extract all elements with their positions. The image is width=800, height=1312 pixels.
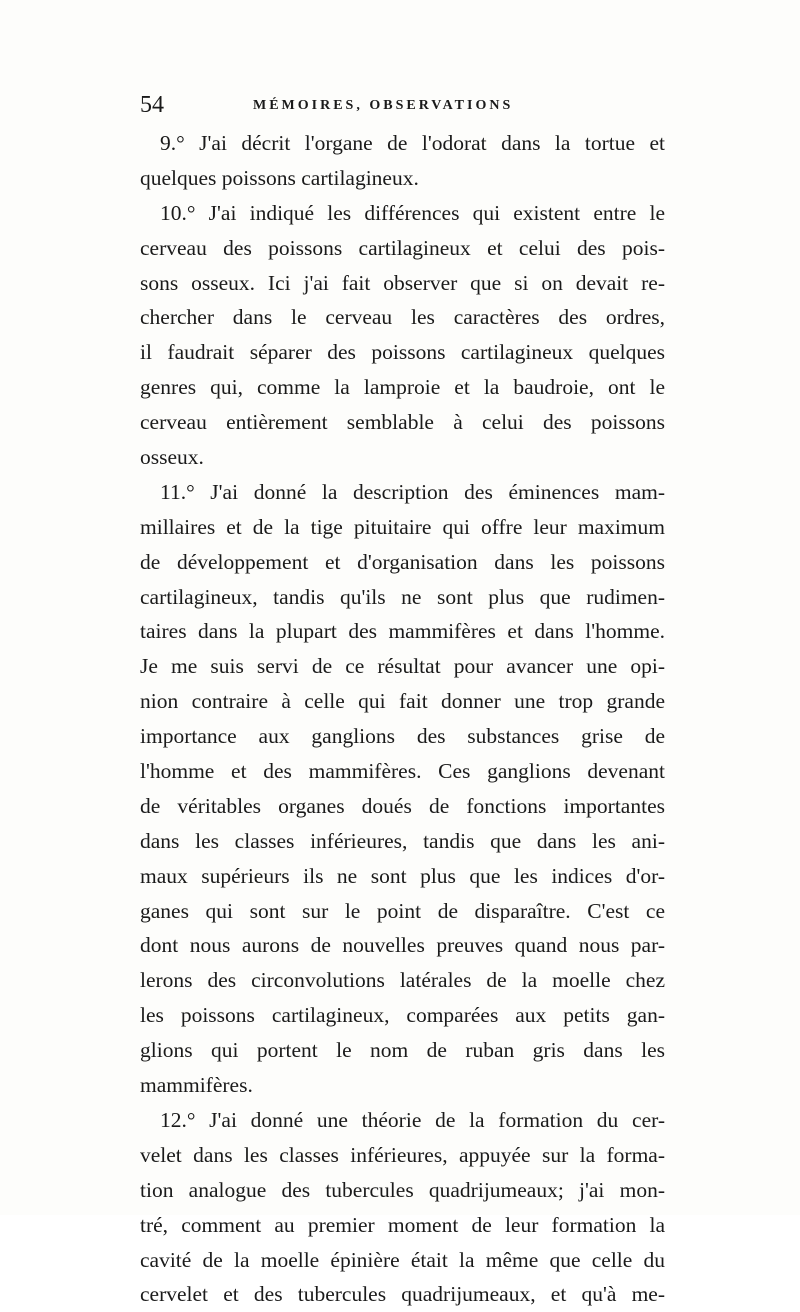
text-line: cartilagineux, tandis qu'ils ne sont plus que rudimen-	[140, 584, 665, 609]
text-line: cervelet et des tubercules quadrijumeaux, et qu'à me-	[140, 1282, 665, 1307]
text-line: lerons des circonvolutions latérales de la moelle chez	[140, 968, 665, 993]
text-line: ganes qui sont sur le point de disparaître. C'est ce	[140, 898, 665, 923]
text-line: genres qui, comme la lamproie et la baudroie, ont le	[140, 375, 665, 400]
text-line: tion analogue des tubercules quadrijumeaux; j'ai mon-	[140, 1177, 665, 1202]
text-line: 11.° J'ai donné la description des éminences mam-	[160, 479, 665, 504]
text-line: millaires et de la tige pituitaire qui offre leur maximum	[140, 514, 665, 539]
text-line: de véritables organes doués de fonctions importantes	[140, 793, 665, 818]
text-line: il faudrait séparer des poissons cartilagineux quelques	[140, 340, 665, 365]
text-line: 10.° J'ai indiqué les différences qui existent entre le	[160, 200, 665, 225]
body-text	[140, 126, 665, 1312]
text-line: Je me suis servi de ce résultat pour avancer une opi-	[140, 654, 665, 679]
text-line: nion contraire à celle qui fait donner une trop grande	[140, 689, 665, 714]
text-line: 12.° J'ai donné une théorie de la formation du cer-	[160, 1107, 665, 1132]
text-line: de développement et d'organisation dans les poissons	[140, 549, 665, 574]
text-line: osseux.	[140, 445, 204, 470]
text-line: 9.° J'ai décrit l'organe de l'odorat dans la tortue et	[160, 131, 665, 155]
text-line: taires dans la plupart des mammifères et dans l'homme.	[140, 619, 665, 644]
text-line: cavité de la moelle épinière était la même que celle du	[140, 1247, 665, 1272]
page-number: 54	[140, 92, 164, 118]
text-line: sons osseux. Ici j'ai fait observer que si on devait re-	[140, 270, 665, 295]
text-line: dans les classes inférieures, tandis que dans les ani-	[140, 828, 665, 853]
text-line: chercher dans le cerveau les caractères des ordres,	[140, 305, 665, 330]
text-line: velet dans les classes inférieures, appuyée sur la forma-	[140, 1142, 665, 1167]
text-line: dont nous aurons de nouvelles preuves quand nous par-	[140, 933, 665, 958]
text-line: mammifères.	[140, 1073, 253, 1098]
running-head: MÉMOIRES, OBSERVATIONS	[253, 98, 514, 113]
text-line: maux supérieurs ils ne sont plus que les indices d'or-	[140, 863, 665, 888]
page-header	[140, 92, 665, 122]
text-line: cerveau des poissons cartilagineux et celui des pois-	[140, 235, 665, 260]
text-line: tré, comment au premier moment de leur formation la	[140, 1212, 665, 1237]
text-line: cerveau entièrement semblable à celui des poissons	[140, 410, 665, 435]
text-line: l'homme et des mammifères. Ces ganglions devenant	[140, 759, 665, 784]
text-line: quelques poissons cartilagineux.	[140, 165, 419, 190]
text-line: importance aux ganglions des substances grise de	[140, 724, 665, 749]
text-line: glions qui portent le nom de ruban gris dans les	[140, 1038, 665, 1063]
text-line: les poissons cartilagineux, comparées aux petits gan-	[140, 1003, 665, 1028]
